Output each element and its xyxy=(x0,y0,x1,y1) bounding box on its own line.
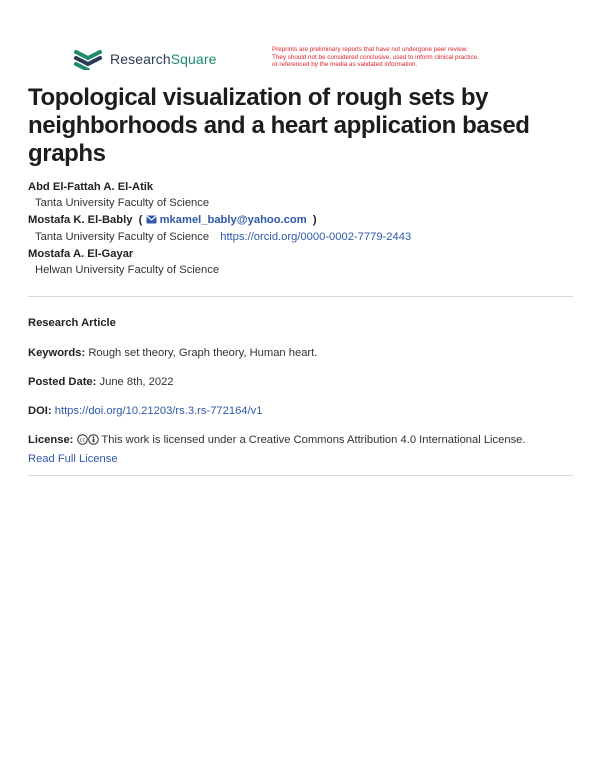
by-attribution-icon xyxy=(88,434,99,449)
posted-date-value: June 8th, 2022 xyxy=(99,376,174,388)
author-affiliation: Tanta University Faculty of Science xyxy=(35,197,210,209)
disclaimer-line: They should not be considered conclusive, used to inform clinical practice, xyxy=(272,53,479,61)
keywords-value: Rough set theory, Graph theory, Human heart. xyxy=(88,347,318,359)
license-text: This work is licensed under a Creative Commons Attribution 4.0 International License. xyxy=(101,434,526,446)
read-full-license-link[interactable]: Read Full License xyxy=(28,453,118,465)
svg-text:cc: cc xyxy=(79,437,85,444)
doi-link[interactable]: https://doi.org/10.21203/rs.3.rs-772164/v1 xyxy=(54,405,263,417)
page-header xyxy=(74,48,534,78)
research-square-logo[interactable] xyxy=(74,48,216,70)
preprint-disclaimer xyxy=(272,46,542,69)
author-name-with-email xyxy=(28,214,568,228)
disclaimer-line: Preprints are preliminary reports that have not undergone peer review. xyxy=(272,46,468,53)
license-row xyxy=(28,433,573,466)
paren-open: ( xyxy=(135,214,143,226)
paper-title: Topological visualization of rough sets by neighborhoods and a heart application based graphs xyxy=(28,84,530,167)
author-list xyxy=(28,181,568,281)
author-name: Mostafa K. El-Bably xyxy=(28,214,133,226)
posted-date-label: Posted Date: xyxy=(28,376,97,388)
doi-label: DOI: xyxy=(28,405,52,417)
author-affiliation-row xyxy=(28,231,568,244)
disclaimer-line: or referenced by the media as validated information. xyxy=(272,61,418,69)
orcid-link[interactable]: https://orcid.org/0000-0002-7779-2443 xyxy=(220,231,412,243)
logo-word-square: Square xyxy=(170,51,217,67)
article-type-label: Research Article xyxy=(28,317,116,329)
logo-word-research: Research xyxy=(110,51,171,67)
article-type xyxy=(28,316,116,330)
license-label: License: xyxy=(28,434,74,446)
author-name: Abd El-Fattah A. El-Atik xyxy=(28,181,154,193)
keywords-row xyxy=(28,346,317,360)
research-square-logo-icon xyxy=(74,48,102,70)
author-affiliation: Helwan University Faculty of Science xyxy=(35,264,220,276)
author-name: Mostafa A. El-Gayar xyxy=(28,248,134,260)
author-email-link[interactable]: mkamel_bably@yahoo.com xyxy=(159,214,307,226)
author-affiliation: Tanta University Faculty of Science xyxy=(35,231,210,243)
doi-row xyxy=(28,404,262,418)
envelope-icon xyxy=(146,215,157,228)
posted-date-row xyxy=(28,375,174,389)
divider xyxy=(28,475,573,476)
paren-close: ) xyxy=(309,214,317,226)
logo-wordmark xyxy=(110,51,216,67)
cc-icon xyxy=(77,434,88,449)
divider xyxy=(28,296,573,297)
keywords-label: Keywords: xyxy=(28,347,86,359)
